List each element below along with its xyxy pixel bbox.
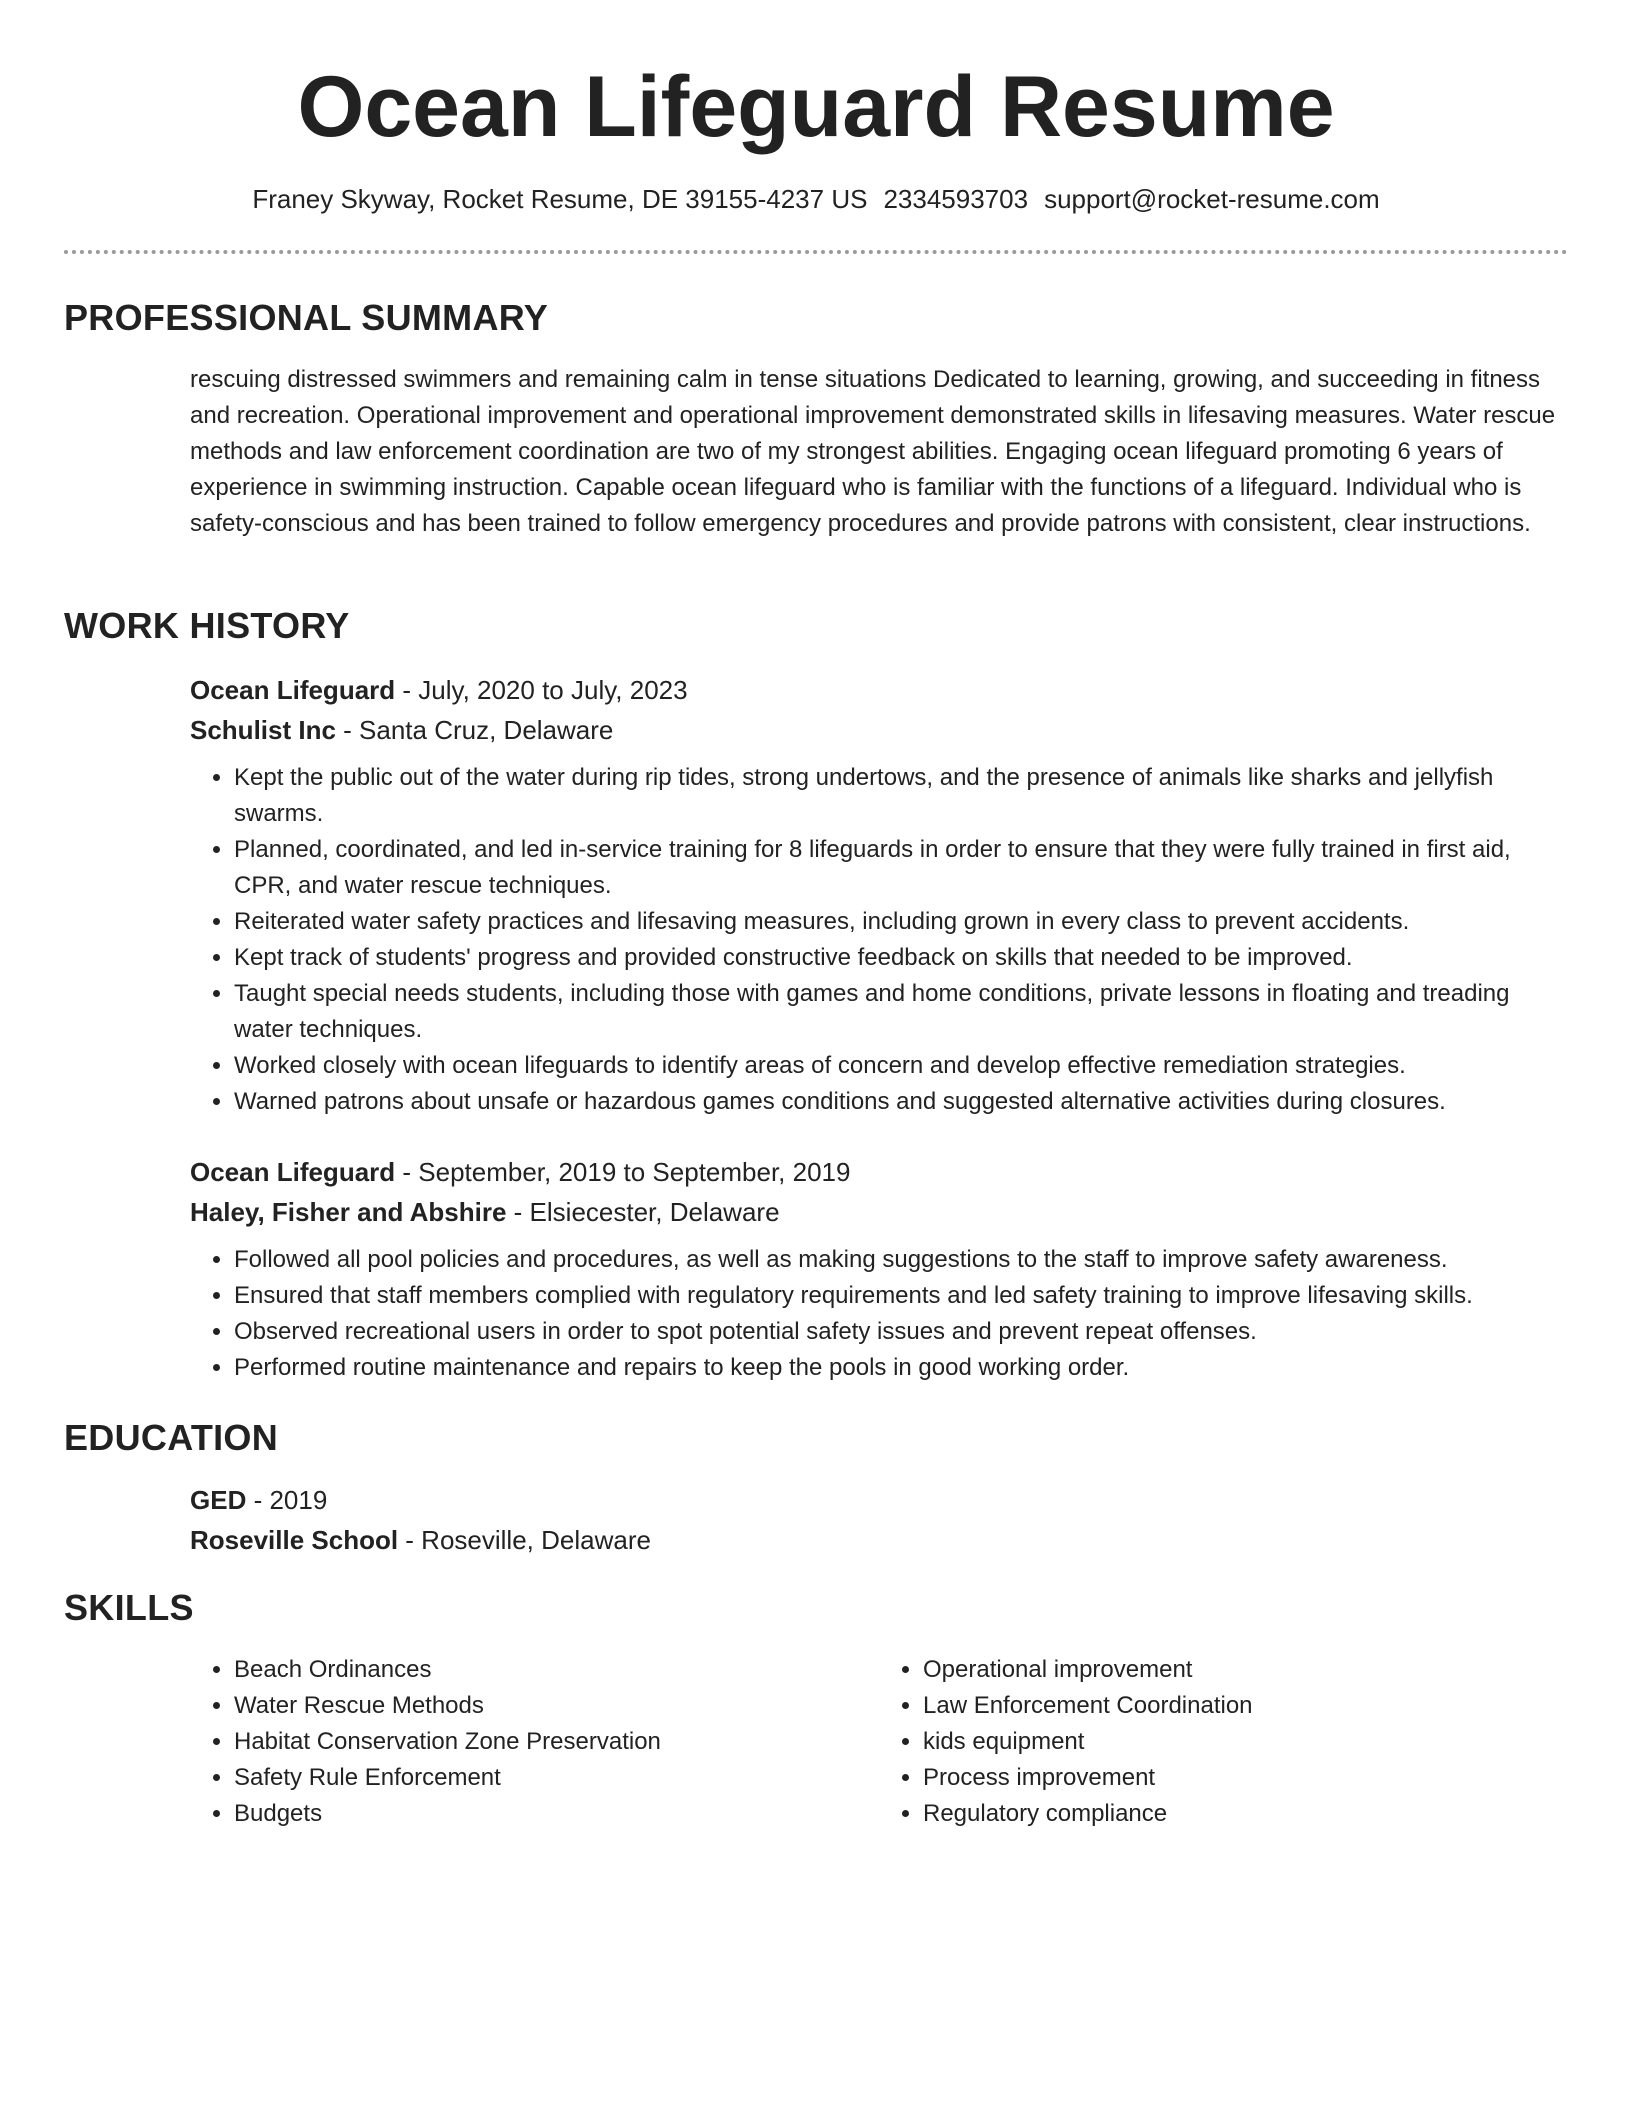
job-company-line	[190, 1192, 1568, 1232]
job-bullet: • Kept track of students' progress and provided constructive feedback on skills that needed to be improved.	[234, 940, 1568, 976]
summary-heading: PROFESSIONAL SUMMARY	[64, 297, 549, 338]
job-bullet: • Worked closely with ocean lifeguards to identify areas of concern and develop effective remediation strategies.	[234, 1048, 1568, 1084]
education-location: - Roseville, Delaware	[398, 1525, 651, 1555]
job-bullet: • Taught special needs students, including those with games and home conditions, private lessons in floating and treading water techniques.	[234, 976, 1568, 1048]
education-degree: GED	[190, 1485, 247, 1515]
job-location: - Santa Cruz, Delaware	[335, 715, 614, 745]
job-bullets	[190, 760, 1568, 1120]
work-history-section	[190, 670, 1568, 1386]
skills-column-left	[190, 1652, 879, 1832]
job-bullet: • Planned, coordinated, and led in-service training for 8 lifeguards in order to ensure that they were fully trained in first aid, CPR, and water rescue techniques.	[234, 832, 1568, 904]
job-bullet: • Observed recreational users in order to spot potential safety issues and prevent repeat offenses.	[234, 1314, 1568, 1350]
skill-item: • Habitat Conservation Zone Preservation	[234, 1724, 879, 1760]
skill-item: • Operational improvement	[923, 1652, 1568, 1688]
skill-item: • Regulatory compliance	[923, 1796, 1568, 1832]
skill-item: • Safety Rule Enforcement	[234, 1760, 879, 1796]
job-title-line	[190, 670, 1568, 710]
job-company: Haley, Fisher and Abshire	[190, 1197, 507, 1227]
job-title: Ocean Lifeguard	[190, 675, 396, 705]
education-year: - 2019	[246, 1485, 328, 1515]
skill-item: • Process improvement	[923, 1760, 1568, 1796]
job-bullet: • Kept the public out of the water during rip tides, strong undertows, and the presence of animals like sharks and jellyfish swarms.	[234, 760, 1568, 832]
contact-line	[64, 182, 1568, 216]
summary-section	[190, 362, 1568, 542]
job-company-line	[190, 710, 1568, 750]
contact-email[interactable]: support@rocket-resume.com	[1044, 184, 1380, 214]
job-bullet: • Warned patrons about unsafe or hazardous games conditions and suggested alternative activities during closures.	[234, 1084, 1568, 1120]
education-degree-line	[190, 1480, 1568, 1520]
job-dates: - September, 2019 to September, 2019	[395, 1157, 851, 1187]
skills-grid	[190, 1652, 1568, 1832]
job-title: Ocean Lifeguard	[190, 1157, 396, 1187]
skills-section	[190, 1652, 1568, 1832]
job-dates: - July, 2020 to July, 2023	[395, 675, 688, 705]
header-divider	[64, 250, 1568, 254]
contact-address: Franey Skyway, Rocket Resume, DE 39155-4237 US	[252, 184, 868, 214]
skill-item: • Water Rescue Methods	[234, 1688, 879, 1724]
job-bullet: • Performed routine maintenance and repairs to keep the pools in good working order.	[234, 1350, 1568, 1386]
work-history-heading: WORK HISTORY	[64, 605, 350, 646]
job-bullets	[190, 1242, 1568, 1386]
education-section	[190, 1480, 1568, 1560]
job-bullet: • Ensured that staff members complied with regulatory requirements and led safety training to improve lifesaving skills.	[234, 1278, 1568, 1314]
job-location: - Elsiecester, Delaware	[506, 1197, 780, 1227]
skill-item: • Beach Ordinances	[234, 1652, 879, 1688]
job-company: Schulist Inc	[190, 715, 336, 745]
job-entry	[190, 670, 1568, 1120]
skills-heading: SKILLS	[64, 1587, 194, 1628]
skills-column-right	[879, 1652, 1568, 1832]
summary-text: rescuing distressed swimmers and remaining calm in tense situations Dedicated to learning, growing, and succeeding in fitness and recreation. Operational improvement and operational improvement demonstrated skills in lifesaving measures. Water rescue methods and law enforcement coordination are two of my strongest abilities. Engaging ocean lifeguard promoting 6 years of experience in swimming instruction. Capable ocean lifeguard who is familiar with the functions of a lifeguard. Individual who is safety-conscious and has been trained to follow emergency procedures and provide patrons with consistent, clear instructions.	[190, 366, 1556, 537]
job-entry	[190, 1152, 1568, 1386]
skill-item: • kids equipment	[923, 1724, 1568, 1760]
education-school-line	[190, 1520, 1568, 1560]
skill-item: • Budgets	[234, 1796, 879, 1832]
resume-title: Ocean Lifeguard Resume	[297, 59, 1335, 155]
skill-item: • Law Enforcement Coordination	[923, 1688, 1568, 1724]
job-title-line	[190, 1152, 1568, 1192]
job-bullet: • Reiterated water safety practices and lifesaving measures, including grown in every class to prevent accidents.	[234, 904, 1568, 940]
education-heading: EDUCATION	[64, 1417, 279, 1458]
job-bullet: • Followed all pool policies and procedures, as well as making suggestions to the staff to improve safety awareness.	[234, 1242, 1568, 1278]
contact-phone: 2334593703	[883, 184, 1029, 214]
education-school: Roseville School	[190, 1525, 399, 1555]
